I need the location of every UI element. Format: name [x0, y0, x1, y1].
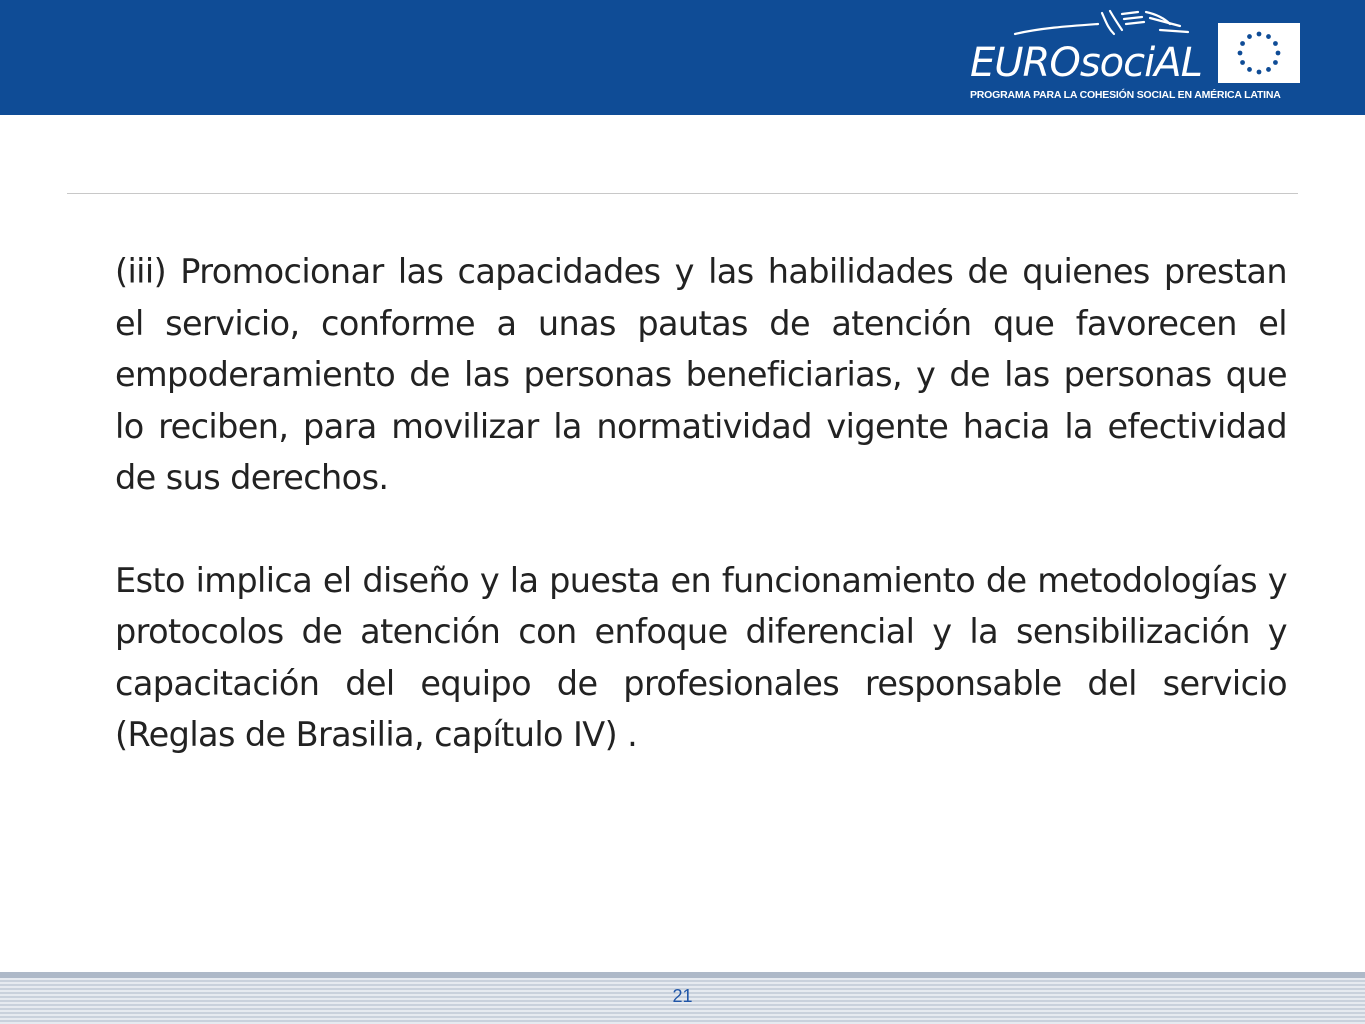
flag-star [1276, 51, 1281, 56]
paragraph-1: (iii) Promocionar las capacidades y las habilidades de quienes prestan el servicio, conforme a unas pautas de atención que favorecen el empoderamiento de las personas beneficiarias, y de las personas que lo reciben, para movilizar la normatividad vigente hacia la efectividad de sus derechos. [115, 252, 1287, 497]
flag-star [1273, 60, 1278, 65]
paragraph-2: Esto implica el diseño y la puesta en funcionamiento de metodologías y protocolos de atención con enfoque diferencial y la sensibilización y capacitación del equipo de profesionales responsable del servicio (Reglas de Brasilia, capítulo IV) . [115, 560, 1287, 754]
eurosocial-logo [970, 8, 1305, 108]
flag-star [1257, 32, 1262, 37]
logo-wordmark [970, 36, 1202, 90]
logo-word-main: EURO [970, 40, 1080, 86]
flag-star [1247, 67, 1252, 72]
eu-flag-icon [1218, 23, 1300, 83]
flag-star [1247, 34, 1252, 39]
flag-star [1240, 41, 1245, 46]
logo-tagline: PROGRAMA PARA LA COHESIÓN SOCIAL EN AMÉRICA LATINA [970, 89, 1281, 101]
flag-star [1273, 41, 1278, 46]
hands-icon [1010, 8, 1190, 38]
divider-line [67, 193, 1298, 194]
flag-star [1238, 51, 1243, 56]
page-number: 21 [672, 986, 693, 1006]
logo-word-thin: sociAL [1079, 40, 1202, 86]
flag-star [1257, 70, 1262, 75]
flag-star [1240, 60, 1245, 65]
flag-star [1266, 34, 1271, 39]
slide-body [115, 246, 1287, 761]
flag-star [1266, 67, 1271, 72]
header-bar [0, 0, 1365, 115]
